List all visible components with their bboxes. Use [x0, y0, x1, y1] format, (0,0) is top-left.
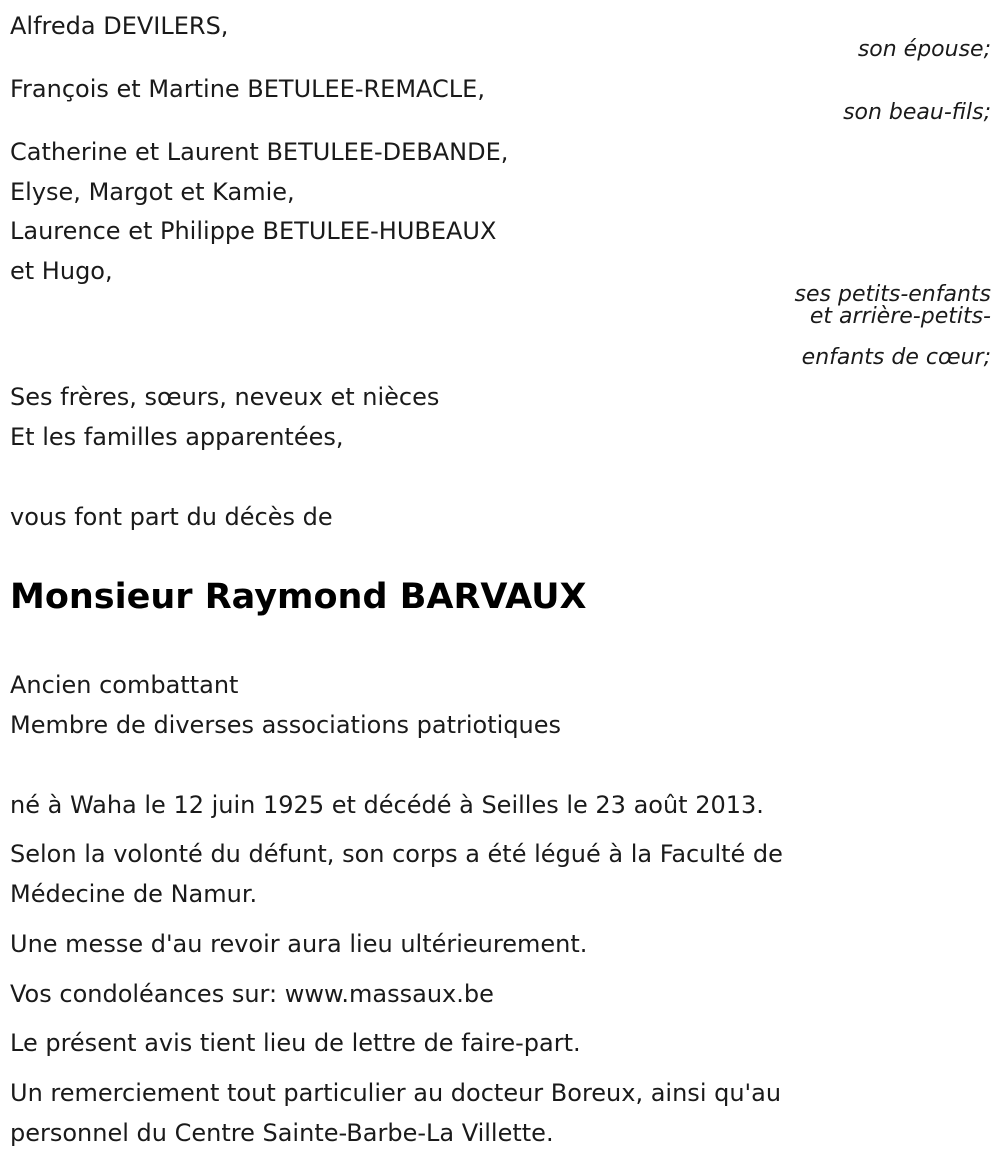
spouse-role: son épouse; — [857, 37, 991, 62]
stepson-role: son beau-fils; — [843, 100, 991, 125]
relatives-line: Ses frères, sœurs, neveux et nièces — [10, 383, 440, 411]
relatives-line: Et les familles apparentées, — [10, 423, 344, 451]
bequest-line: Médecine de Namur. — [10, 880, 258, 908]
grandchildren-role: et arrière-petits- — [809, 304, 991, 329]
grandchildren-line: Laurence et Philippe BETULEE-HUBEAUX — [10, 217, 497, 245]
birth-death-text: né à Waha le 12 juin 1925 et décédé à Seilles le 23 août 2013. — [10, 791, 764, 819]
deceased-title: Membre de diverses associations patriotiques — [10, 711, 562, 739]
mass-text: Une messe d'au revoir aura lieu ultérieurement. — [10, 930, 588, 958]
announcement-text: vous font part du décès de — [10, 503, 333, 531]
thanks-line: personnel du Centre Sainte-Barbe-La Villette. — [10, 1119, 554, 1147]
bequest-line: Selon la volonté du défunt, son corps a été légué à la Faculté de — [10, 840, 783, 868]
grandchildren-role: enfants de cœur; — [801, 345, 991, 370]
grandchildren-role: ses petits-enfants — [794, 282, 991, 307]
deceased-name: Monsieur Raymond BARVAUX — [10, 577, 587, 617]
notice-text: Le présent avis tient lieu de lettre de faire-part. — [10, 1029, 581, 1057]
grandchildren-line: et Hugo, — [10, 257, 113, 285]
grandchildren-line: Catherine et Laurent BETULEE-DEBANDE, — [10, 138, 509, 166]
thanks-line: Un remerciement tout particulier au docteur Boreux, ainsi qu'au — [10, 1079, 782, 1107]
condolences-text: Vos condoléances sur: www.massaux.be — [10, 980, 494, 1008]
spouse-name: Alfreda DEVILERS, — [10, 12, 229, 40]
deceased-title: Ancien combattant — [10, 671, 239, 699]
stepson-name: François et Martine BETULEE-REMACLE, — [10, 75, 485, 103]
grandchildren-line: Elyse, Margot et Kamie, — [10, 178, 295, 206]
